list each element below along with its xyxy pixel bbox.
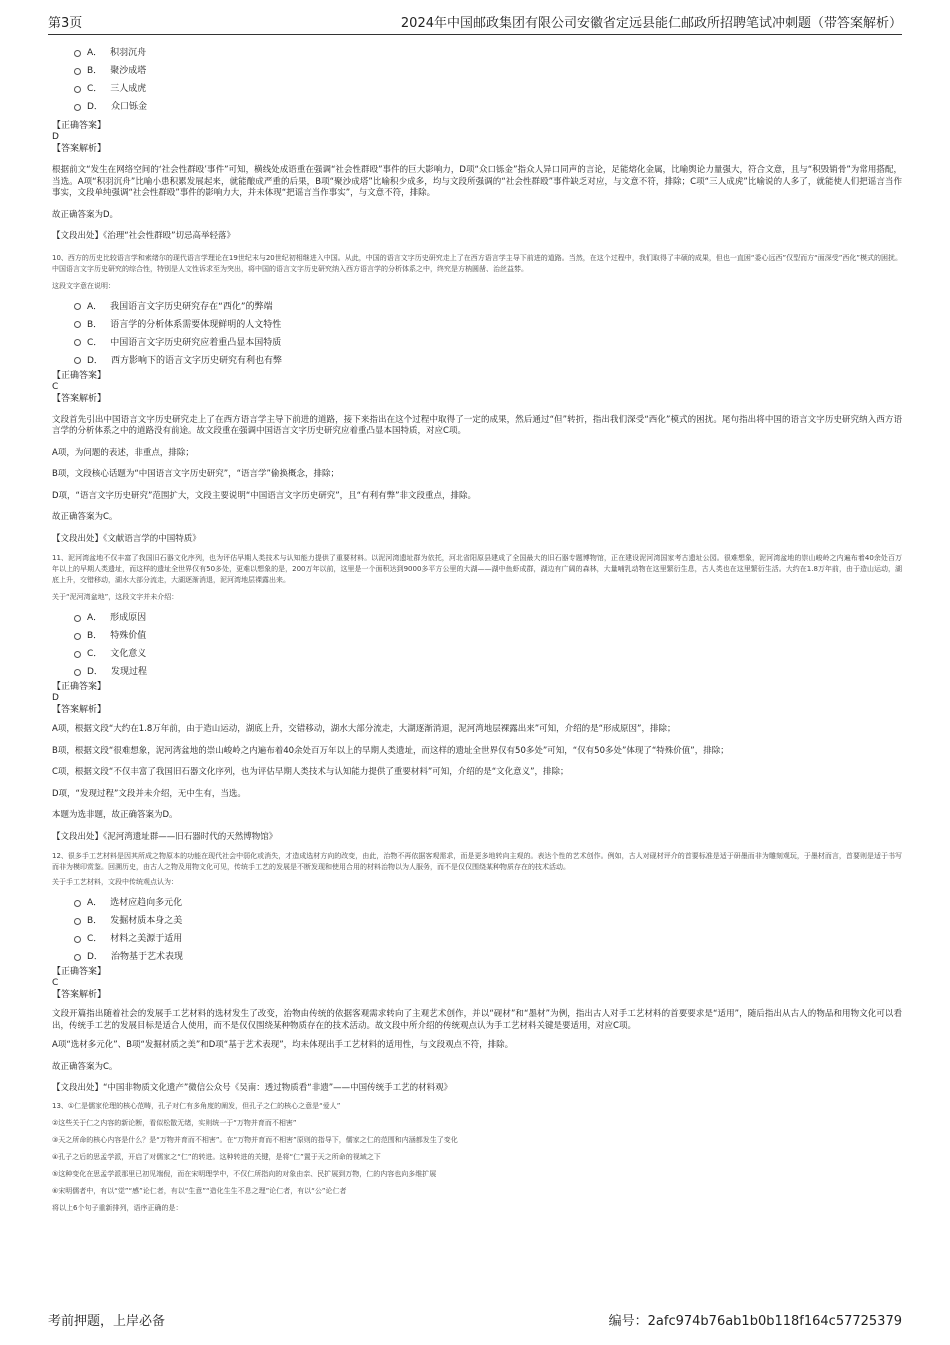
- correct-answer-label: 【正确答案】: [52, 967, 107, 977]
- correct-answer: C: [52, 978, 59, 988]
- radio-icon[interactable]: [74, 900, 81, 907]
- radio-icon[interactable]: [74, 321, 81, 328]
- option-a[interactable]: A． 选材应趋向多元化: [74, 894, 902, 912]
- question-stem: 关于手工艺材料，文段中传统观点认为：: [52, 878, 178, 886]
- analysis-note: B项，文段核心话题为“中国语言文字历史研究”，“语言学”偷换概念，排除；: [52, 469, 339, 479]
- document-id: 编号：2afc974b76ab1b0b118f164c57725379: [608, 1314, 902, 1329]
- radio-icon[interactable]: [74, 357, 81, 364]
- radio-icon[interactable]: [74, 303, 81, 310]
- option-b[interactable]: B． 特殊价值: [74, 627, 902, 645]
- page-header: [48, 12, 902, 35]
- option-b[interactable]: B． 聚沙成塔: [74, 62, 902, 80]
- question-passage: 11、泥河湾盆地不仅丰富了我国旧石器文化序列，也为评估早期人类技术与认知能力提供了重要材料。以泥河湾遗址群为依托，河北省阳原县建成了全国最大的旧石器专题博物馆，正在建设泥河湾国家考古遗址公园。很难想象，泥河湾盆地的崇山峻岭之内遍布着40余处百万年以上的早期人类遗址，而这样的遗址全世界仅有50多处，更难以想象的是，200万年以前，这里是一个面积达到9000多平方公里的大湖——湖中鱼虾成群，湖边有广阔的森林，大量哺乳动物在这里繁衍生息，古人类也在这里繁衍生活。大约在1.8万年前，由于造山运动，湖底上升，交错移动，湖水大部分流走，大湖逐渐消退，泥河湾地层裸露出来。: [52, 554, 902, 584]
- question-passage: 12、很多手工艺材料是因其所成之物原本的功能在现代社会中弱化或消失，才造成选材方向的改变，由此，治物不再依据客观需求，而是更多地转向主观的。表达个性的艺术创作。例如，古人对砚材评介的首要标准是适于研墨而非为雕刻观玩，于墨材而言，首要则是适于书写而非为模印赏鉴。回溯历史，由古人之物及用物文化可见，传统手工艺的发展是不断发现和使用合用的材料治物以为人服务，而不是仅仅围绕某种物质存在的技术活动。: [52, 852, 902, 871]
- radio-icon[interactable]: [74, 615, 81, 622]
- analysis-text: 文段开篇指出随着社会的发展手工艺材料的选材发生了改变，治物由传统的依据客观需求转向了主观艺术创作，并以“砚材”和“墨材”为例，指出古人对手工艺材料的首要要求是“适用”，随后指出从古人的物品和用物文化可以看出，传统手工艺的发展目标是适合人使用，而不是仅仅围绕某种物质存在的技术活动。故文段中所介绍的传统观点认为手工艺材料关键是要适用，对应C项。: [52, 1009, 902, 1031]
- page-footer: [48, 1310, 902, 1330]
- sentence-line: ⑥宋明儒者中，有以“觉”“感”论仁者，有以“生意”“造化生生不息之理”论仁者，有以“公”论仁者: [52, 1186, 347, 1195]
- radio-icon[interactable]: [74, 936, 81, 943]
- radio-icon[interactable]: [74, 86, 81, 93]
- correct-answer: C: [52, 381, 59, 392]
- source: 【文段出处】《泥河湾遗址群——旧石器时代的天然博物馆》: [52, 831, 278, 842]
- option-d[interactable]: D． 发现过程: [74, 663, 902, 681]
- question-stem: 关于“泥河湾盆地”，这段文字并未介绍：: [52, 593, 179, 601]
- option-c[interactable]: C． 文化意义: [74, 645, 902, 663]
- radio-icon[interactable]: [74, 633, 81, 640]
- analysis-note: D项，“语言文字历史研究”范围扩大，文段主要说明“中国语言文字历史研究”，且“有利有弊”非文段重点，排除。: [52, 490, 476, 501]
- q12-options: [74, 894, 902, 966]
- correct-answer-label: 【正确答案】: [52, 121, 107, 131]
- document-title: 2024年中国邮政集团有限公司安徽省定远县能仁邮政所招聘笔试冲刺题（带答案解析）: [400, 16, 902, 31]
- source: 【文段出处】《治理“社会性群殴”切忌高举轻落》: [52, 231, 236, 241]
- conclusion: 故正确答案为D。: [52, 209, 119, 220]
- analysis-label: 【答案解析】: [52, 705, 107, 715]
- analysis-note: C项，根据文段“不仅丰富了我国旧石器文化序列，也为评估早期人类技术与认知能力提供了重要材料”可知，介绍的是“文化意义”，排除；: [52, 767, 569, 777]
- q11-options: [74, 609, 902, 681]
- radio-icon[interactable]: [74, 669, 81, 676]
- page-content: [52, 44, 902, 1214]
- source: 【文段出处】《文献语言学的中国特质》: [52, 533, 201, 544]
- option-c[interactable]: C． 中国语言文字历史研究应着重凸显本国特质: [74, 334, 902, 352]
- question-stem: 将以上6个句子重新排列，语序正确的是：: [52, 1203, 183, 1212]
- correct-answer: D: [52, 693, 59, 703]
- conclusion: 故正确答案为C。: [52, 512, 118, 522]
- correct-answer-label: 【正确答案】: [52, 682, 107, 692]
- radio-icon[interactable]: [74, 339, 81, 346]
- option-d[interactable]: D． 西方影响下的语言文字历史研究有利也有弊: [74, 352, 902, 370]
- radio-icon[interactable]: [74, 954, 81, 961]
- option-c[interactable]: C． 材料之美源于适用: [74, 930, 902, 948]
- analysis-note: D项，“发现过程”文段并未介绍，无中生有，当选。: [52, 788, 246, 799]
- option-a[interactable]: A． 积羽沉舟: [74, 44, 902, 62]
- sentence-line: ④孔子之后的思孟学派，开启了对儒家之“仁”的转进。这种转进的关键，是将“仁”置于天之所命的视域之下: [52, 1152, 381, 1161]
- option-b[interactable]: B． 发掘材质本身之美: [74, 912, 902, 930]
- conclusion: 本题为选非题，故正确答案为D。: [52, 810, 178, 820]
- question-passage: 10、西方的历史比较语言学和索绪尔的现代语言学理论在19世纪末与20世纪初相继进入中国。从此，中国的语言文字历史研究走上了在西方语言学主导下前进的道路。当然，在这个过程中，我们取得了丰硕的成果，但也一直困“委心远西”仅型而方“面深受”西化”模式的困扰。中国语言文字历史研究的综合性，特别是人文性诉求至为突出，将中国的语言文字历史研究纳入西方语言学的分析体系之中，终究是方枘圆凿、治丝益棼。: [52, 253, 902, 273]
- option-a[interactable]: A． 我国语言文字历史研究存在“西化”的弊端: [74, 298, 902, 316]
- correct-answer: D: [52, 132, 59, 142]
- correct-answer-label: 【正确答案】: [52, 370, 107, 381]
- sentence-line: ③天之所命的核心内容是什么？是“万物并育而不相害”。在“万物并育而不相害”原则的指导下，儒家之仁的范围和内涵都发生了变化: [52, 1135, 458, 1144]
- radio-icon[interactable]: [74, 918, 81, 925]
- radio-icon[interactable]: [74, 50, 81, 57]
- q9-options: [74, 44, 902, 116]
- radio-icon[interactable]: [74, 104, 81, 111]
- radio-icon[interactable]: [74, 68, 81, 75]
- analysis-text: 文段首先引出中国语言文字历史研究走上了在西方语言学主导下前进的道路，接下来指出在这个过程中取得了一定的成果，然后通过“但”转折，指出我们深受“西化”模式的困扰。尾句指出将中国的语言文字历史研究纳入西方语言学的分析体系之中的道路没有前途。故文段重在强调中国语言文字历史研究应着重凸显本国特质，对应C项。: [52, 414, 902, 436]
- source: 【文段出处】“中国非物质文化遗产”微信公众号《吴南：透过物质看“非遗”——中国传统手工艺的材料观》: [52, 1083, 453, 1093]
- option-a[interactable]: A． 形成原因: [74, 609, 902, 627]
- analysis-label: 【答案解析】: [52, 393, 107, 404]
- analysis-label: 【答案解析】: [52, 144, 107, 154]
- option-d[interactable]: D． 治物基于艺术表现: [74, 948, 902, 966]
- analysis-note: A项，根据文段“大约在1.8万年前，由于造山运动，湖底上升，交错移动，湖水大部分流走，大湖逐渐消退，泥河湾地层裸露出来”可知，介绍的是“形成原因”，排除；: [52, 724, 676, 734]
- analysis-note: A项，为问题的表述，非重点，排除；: [52, 447, 194, 458]
- sentence-line: ⑤这种变化在思孟学派那里已初见端倪，而在宋明理学中，不仅仁所指向的对象由亲、民扩展到万物，仁的内容也向多维扩展: [52, 1169, 437, 1178]
- sentence-line: 13、①仁是儒家伦理的核心范畴，孔子对仁有多角度的阐发，但孔子之仁的核心之意是“爱人”: [52, 1101, 341, 1110]
- option-b[interactable]: B． 语言学的分析体系需要体现鲜明的人文特性: [74, 316, 902, 334]
- conclusion: 故正确答案为C。: [52, 1061, 118, 1072]
- analysis-note: B项，根据文段“很难想象，泥河湾盆地的崇山峻岭之内遍布着40余处百万年以上的早期人类遗址，而这样的遗址全世界仅有50多处”可知，“仅有50多处”体现了“特殊价值”，排除；: [52, 745, 729, 756]
- question-stem: 这段文字意在说明：: [52, 281, 115, 290]
- footer-slogan: 考前押题，上岸必备: [48, 1314, 166, 1329]
- option-d[interactable]: D． 众口铄金: [74, 98, 902, 116]
- radio-icon[interactable]: [74, 651, 81, 658]
- option-c[interactable]: C． 三人成虎: [74, 80, 902, 98]
- analysis-note: A项“选材多元化”、B项“发掘材质之美”和D项“基于艺术表现”，均未体现出手工艺材料的适用性，与文段观点不符，排除。: [52, 1040, 514, 1050]
- sentence-line: ②这些关于仁之内容的新论断，看似松散无绪，实则统一于“万物并育而不相害”: [52, 1118, 297, 1127]
- page-number: 第3页: [48, 16, 83, 31]
- analysis-label: 【答案解析】: [52, 990, 107, 1000]
- q10-options: [74, 298, 902, 370]
- analysis-text: 根据前文“发生在网络空间的‘社会性群殴’事件”可知，横线处成语重在强调“社会性群殴”事件的巨大影响力，D项“众口铄金”指众人异口同声的言论，足能熔化金属，比喻舆论力量强大，符合文意，且与“积毁销骨”为常用搭配，当选。A项“积羽沉舟”比喻小患积累发展起来，就能酿成严重的后果，B项“聚沙成塔”比喻积少成多，均与文段所强调的“社会性群殴”事件缺乏对应，与文意不符，排除；C项“三人成虎”比喻说的人多了，就能使人们把谣言当作事实，文段单纯强调“社会性群殴”事件的影响力大，并未体现“把谣言当作事实”，与文意不符，排除。: [52, 165, 902, 198]
